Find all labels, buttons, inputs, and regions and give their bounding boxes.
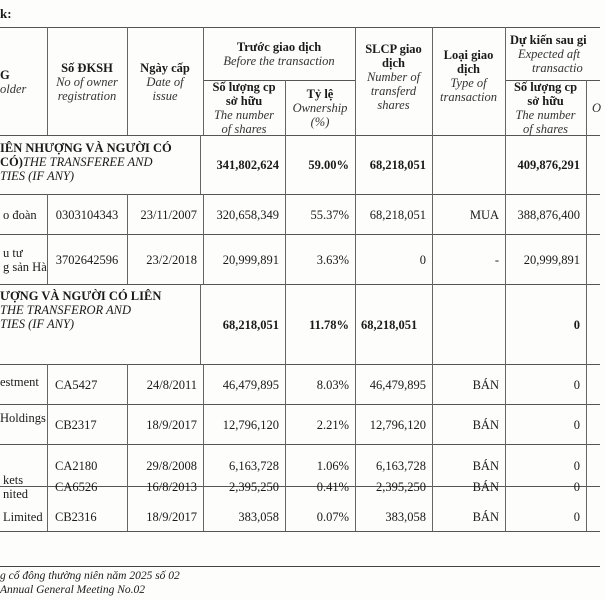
row-name-text: u tư — [3, 245, 23, 260]
header-after-shares — [505, 81, 586, 135]
footer-line-vn: g cổ đông thường niên năm 2025 số 02 — [0, 570, 180, 582]
group-title-vn: CÓ) — [0, 155, 23, 169]
row-slcp: 2,395,250 — [376, 480, 426, 494]
row-shares: 6,163,728 — [229, 458, 279, 473]
row-slcp: 46,479,895 — [369, 377, 426, 392]
row-name — [0, 195, 47, 234]
header-before-shares-vn: Số lượng cp — [212, 80, 276, 94]
row-ratio: 3.63% — [316, 252, 349, 267]
row-slcp: 383,058 — [385, 510, 426, 524]
row-after: 20,999,891 — [523, 252, 580, 267]
header-before-ratio-en: Ownership — [292, 101, 348, 115]
row-name-text: g sản Hà — [3, 259, 47, 274]
group-title-vn: ƯỢNG VÀ NGƯỜI CÓ LIÊN — [0, 289, 162, 303]
row-shares: 20,999,891 — [222, 252, 279, 267]
row-name-text: Holdings — [0, 411, 46, 425]
row-name-text: kets — [3, 473, 24, 487]
header-registration — [47, 28, 127, 135]
header-slcp-vn: dịch — [382, 56, 405, 70]
header-slcp-en: shares — [377, 98, 410, 112]
group-title-en: TIES (IF ANY) — [0, 317, 75, 331]
group-slcp: 68,218,051 — [361, 317, 418, 332]
row-after: 0 — [573, 377, 580, 392]
header-type-en: Type of — [450, 76, 487, 90]
row-shares: 12,796,120 — [222, 417, 279, 432]
group-title-en: TIES (IF ANY) — [0, 169, 75, 183]
header-after-ratio — [592, 81, 602, 135]
row-ratio: 55.37% — [310, 207, 349, 222]
row-date: 18/9/2017 — [146, 510, 197, 524]
row-slcp: 0 — [419, 252, 426, 267]
header-type — [432, 28, 505, 135]
header-before — [203, 28, 355, 80]
row-reg: CA5427 — [55, 377, 98, 392]
header-before-shares — [203, 81, 285, 135]
row-reg: CB2317 — [55, 417, 97, 432]
header-before-ratio-vn: Tỷ lệ — [306, 87, 334, 101]
row-type: BÁN — [472, 480, 499, 494]
group-before-ratio: 11.78% — [309, 317, 349, 332]
footer-line-en: Annual General Meeting No.02 — [0, 584, 146, 596]
group-title-transferee — [0, 141, 200, 183]
header-after-ratio-en: O — [592, 101, 602, 115]
header-after-en: Expected aft — [518, 47, 581, 61]
header-before-shares-en: of shares — [221, 122, 267, 136]
row-after: 0 — [573, 417, 580, 432]
row-reg: CB2316 — [55, 510, 97, 524]
row-ratio: 0.07% — [316, 510, 349, 524]
header-slcp-en: transferd — [370, 84, 417, 98]
col-divider — [586, 80, 587, 531]
header-shareholder-en: older — [0, 81, 27, 96]
row-type: BÁN — [472, 458, 499, 473]
group-before-ratio: 59.00% — [308, 158, 349, 172]
row-name-text: Limited — [3, 510, 43, 524]
row-type: MUA — [469, 207, 499, 222]
header-slcp-vn: SLCP giao — [365, 42, 422, 56]
row-ratio: 0.41% — [316, 480, 349, 494]
section-label: k: — [0, 6, 12, 21]
header-date-en: Date of — [146, 74, 184, 89]
row-after: 388,876,400 — [517, 207, 580, 222]
row-date: 18/9/2017 — [146, 417, 197, 432]
header-before-vn: Trước giao dịch — [236, 40, 322, 54]
row-type: BÁN — [472, 377, 499, 392]
row-reg: 3702642596 — [55, 252, 119, 267]
group-before-shares: 68,218,051 — [222, 317, 279, 332]
header-shareholder — [0, 28, 47, 135]
row-reg: 0303104343 — [55, 207, 119, 222]
row-ratio: 2.21% — [316, 417, 349, 432]
row-ratio: 8.03% — [316, 377, 349, 392]
row-after: 0 — [573, 510, 580, 524]
group-title-en: THE TRANSFEROR AND — [0, 303, 132, 317]
group-title-vn: IÊN NHƯỢNG VÀ NGƯỜI CÓ — [0, 141, 172, 155]
row-name-text: estment — [0, 375, 39, 389]
header-after — [510, 28, 605, 80]
header-type-vn: dịch — [457, 62, 480, 76]
row-type: - — [494, 252, 499, 267]
header-date — [127, 28, 203, 135]
row-shares: 320,658,349 — [216, 207, 279, 222]
group-title-en: THE TRANSFEREE AND — [22, 155, 153, 169]
header-before-ratio-en: (%) — [310, 115, 330, 129]
row-after: 0 — [573, 458, 580, 473]
row-slcp: 68,218,051 — [369, 207, 426, 222]
header-registration-en: No of owner — [56, 74, 118, 89]
row-name — [0, 497, 47, 537]
row-date: 23/2/2018 — [146, 252, 197, 267]
group-slcp: 68,218,051 — [369, 158, 426, 172]
row-name-text: nited — [3, 487, 28, 501]
row-slcp: 12,796,120 — [369, 417, 426, 432]
group-after-shares: 409,876,291 — [517, 158, 580, 172]
row-date: 16/8/2013 — [146, 480, 197, 494]
group-before-shares: 341,802,624 — [216, 158, 279, 172]
header-after-shares-en: of shares — [522, 122, 569, 136]
row-type: BÁN — [472, 417, 499, 432]
row-name — [0, 235, 47, 284]
header-slcp — [355, 28, 432, 135]
header-registration-vn: Số ĐKSH — [61, 60, 113, 75]
header-before-ratio — [285, 81, 355, 135]
row-shares: 383,058 — [238, 510, 279, 524]
row-name — [0, 365, 47, 404]
header-type-en: transaction — [440, 90, 497, 104]
header-after-shares-vn: sở hữu — [527, 94, 564, 108]
row-slcp: 6,163,728 — [376, 458, 426, 473]
row-reg: CA2180 — [55, 458, 98, 473]
header-date-en: issue — [152, 88, 178, 103]
row-type: BÁN — [472, 510, 499, 524]
row-reg: CA6526 — [55, 480, 98, 494]
header-before-en: Before the transaction — [223, 54, 335, 68]
header-after-shares-en: The number — [515, 108, 576, 122]
row-name-text: o đoàn — [3, 207, 37, 222]
header-type-vn: Loại giao — [443, 48, 494, 62]
group-after-shares: 0 — [573, 317, 580, 332]
row-date: 29/8/2008 — [146, 458, 197, 473]
header-slcp-en: Number of — [366, 70, 421, 84]
header-shareholder-vn: G — [0, 67, 10, 82]
header-after-en: transactio — [532, 61, 583, 75]
group-title-transferor — [0, 289, 200, 331]
row-shares: 46,479,895 — [222, 377, 279, 392]
header-after-shares-vn: Số lượng cp — [513, 80, 578, 94]
header-registration-en: registration — [57, 88, 117, 103]
row-ratio: 1.06% — [316, 458, 349, 473]
row-date: 23/11/2007 — [140, 207, 197, 222]
header-date-vn: Ngày cấp — [140, 60, 190, 75]
header-after-vn: Dự kiến sau gi — [510, 33, 587, 47]
row-name — [0, 405, 47, 444]
footer-rule — [0, 566, 600, 567]
row-shares: 2,395,250 — [229, 480, 279, 494]
header-before-shares-vn: sở hữu — [225, 94, 263, 108]
row-date: 24/8/2011 — [146, 377, 197, 392]
header-before-shares-en: The number — [213, 108, 275, 122]
row-after: 0 — [573, 480, 580, 494]
